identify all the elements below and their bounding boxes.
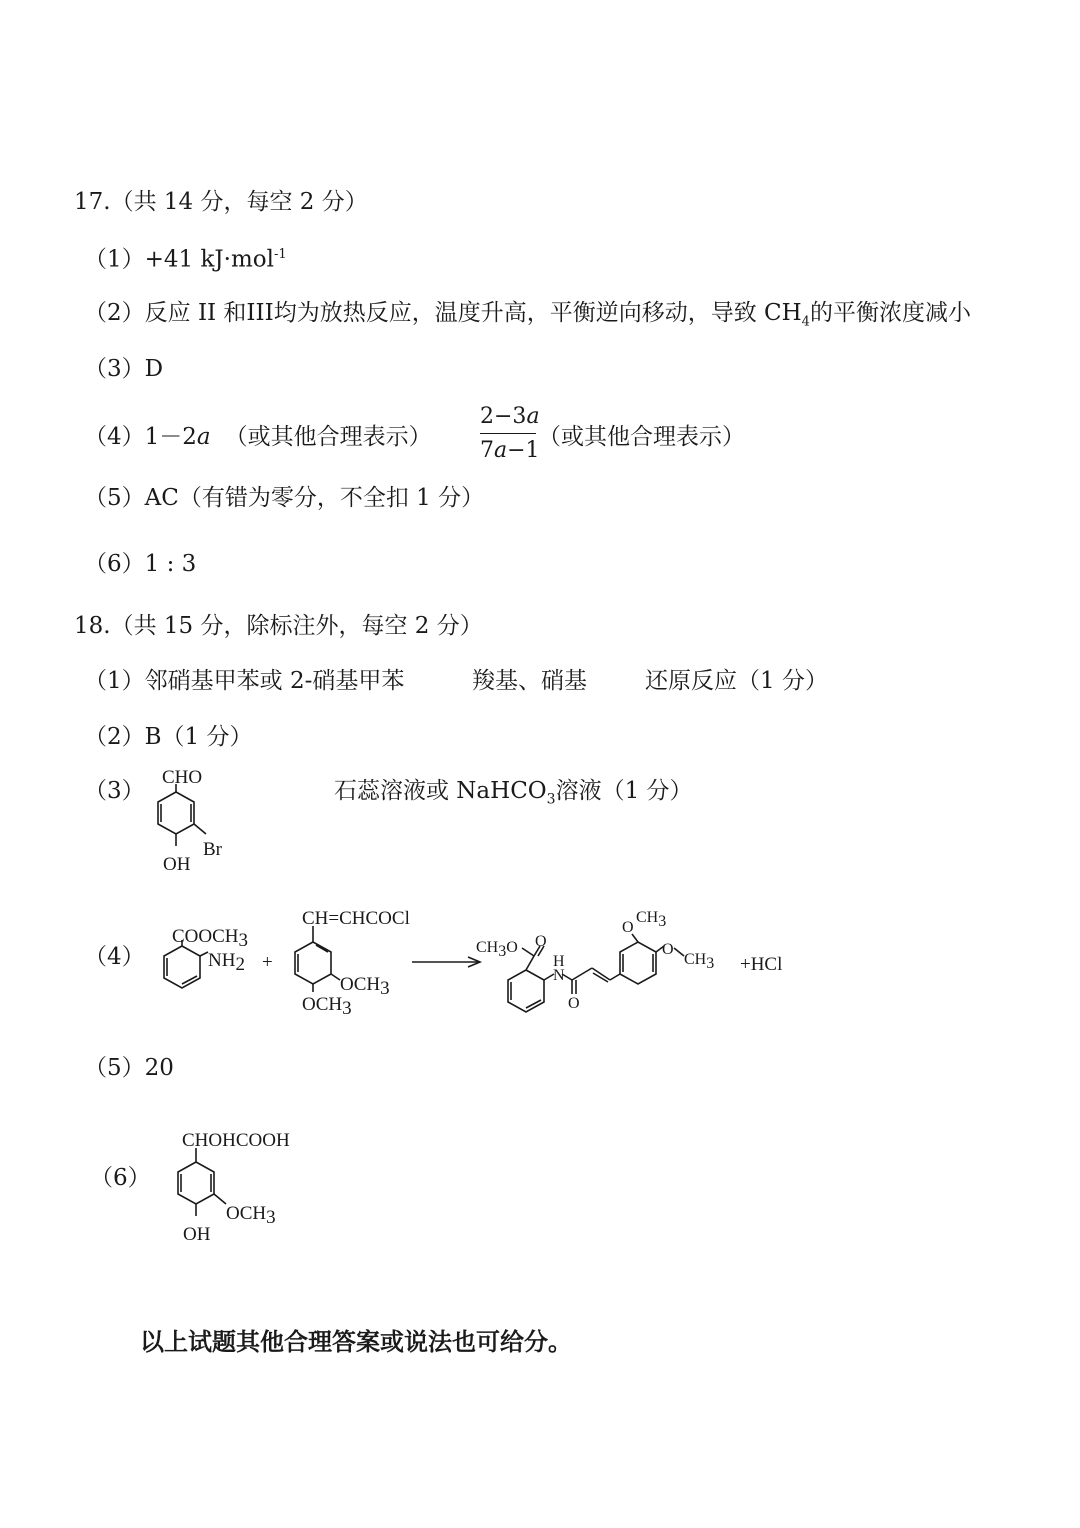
reactant-2-acyl-chloride-label: CH=CHCOCl bbox=[302, 908, 410, 929]
product-amide-carbonyl-o-label: O bbox=[568, 995, 580, 1012]
product-ester-methyl-label: CH3O bbox=[476, 939, 518, 960]
q18-header: 18.（共 15 分，除标注外，每空 2 分） bbox=[74, 613, 483, 639]
q17-answer-2 bbox=[84, 302, 971, 329]
hydroxyl-label: OH bbox=[163, 854, 191, 875]
hcl-byproduct-label: +HCl bbox=[740, 954, 783, 975]
reactant-1-ester-label: COOCH3 bbox=[172, 926, 249, 951]
q17-header: 17.（共 14 分，每空 2 分） bbox=[74, 189, 368, 215]
reactant-1-amine-label: NH2 bbox=[208, 950, 245, 975]
q17-answer-4 bbox=[84, 426, 432, 449]
q17-answer-1-exponent: -1 bbox=[273, 247, 287, 262]
footer-note: 以上试题其他合理答案或说法也可给分。 bbox=[140, 1328, 572, 1356]
q17-answer-1-number: （1） bbox=[84, 246, 145, 273]
reaction-arrow bbox=[412, 957, 480, 967]
q18-answer-4-number: （4） bbox=[84, 944, 145, 970]
product-methoxy-1-methyl-label: CH3 bbox=[636, 909, 667, 930]
fraction-denominator: 7a−1 bbox=[480, 438, 540, 463]
q18-answer-2: （2）B（1 分） bbox=[84, 724, 253, 750]
q18-answer-3-reagent bbox=[334, 780, 693, 807]
q18-answer-1-part-3: 还原反应（1 分） bbox=[645, 668, 828, 694]
reagent-text: 石蕊溶液或 NaHCO bbox=[334, 778, 547, 804]
reactant-2-methoxy-label-1: OCH3 bbox=[340, 974, 390, 999]
q17-answer-4-fraction bbox=[480, 404, 540, 463]
reagent-text-end: 溶液（1 分） bbox=[555, 778, 693, 804]
product-methoxy-2-methyl-label: CH3 bbox=[684, 951, 715, 972]
q17-answer-4-expression: 1－2 bbox=[144, 424, 197, 450]
q17-answer-5: （5）AC（有错为零分，不全扣 1 分） bbox=[84, 485, 485, 511]
q17-answer-2-number: （2） bbox=[84, 300, 145, 326]
reactant-2-methoxy-label-2: OCH3 bbox=[302, 994, 352, 1019]
hydroxyl-label: OH bbox=[183, 1224, 211, 1245]
product-amide-n-label: N bbox=[553, 967, 565, 984]
fraction-numerator: 2−3a bbox=[480, 404, 540, 429]
q17-answer-4-note: （或其他合理表示） bbox=[224, 424, 432, 450]
q17-answer-2-text-end: 的平衡浓度减小 bbox=[809, 300, 971, 326]
product-structure bbox=[476, 909, 714, 1012]
q18-answer-1-part-1: 邻硝基甲苯或 2-硝基甲苯 bbox=[144, 668, 405, 694]
side-chain-label: CHOHCOOH bbox=[182, 1130, 290, 1151]
methoxy-label: OCH3 bbox=[226, 1203, 276, 1228]
q18-answer-6-structure bbox=[160, 1124, 310, 1246]
q17-answer-4-note-2: （或其他合理表示） bbox=[538, 424, 745, 450]
q18-answer-3-number: （3） bbox=[84, 778, 145, 804]
benzene-ring bbox=[178, 1162, 214, 1204]
q17-answer-4-variable: a bbox=[196, 424, 211, 450]
reactant-2-structure bbox=[295, 908, 410, 1019]
q17-answer-2-subscript: 4 bbox=[801, 314, 810, 330]
q17-answer-1 bbox=[84, 248, 287, 272]
plus-sign: + bbox=[262, 952, 273, 973]
q18-answer-6-number: （6） bbox=[90, 1165, 151, 1191]
aldehyde-label: CHO bbox=[162, 767, 203, 788]
q18-answer-4-reaction bbox=[150, 900, 800, 1030]
q18-answer-1-part-2: 羧基、硝基 bbox=[472, 668, 587, 694]
q18-answer-1 bbox=[84, 670, 404, 693]
q17-answer-2-text: 反应 II 和III均为放热反应，温度升高，平衡逆向移动，导致 CH bbox=[144, 300, 802, 326]
product-methoxy-2-o-label: O bbox=[662, 941, 674, 958]
q18-answer-5: （5）20 bbox=[84, 1055, 174, 1081]
reagent-subscript: 3 bbox=[546, 791, 556, 808]
q17-answer-6: （6）1 : 3 bbox=[84, 551, 197, 577]
q17-answer-1-value: +41 kJ·mol bbox=[144, 246, 274, 273]
fraction-bar bbox=[480, 433, 536, 434]
q18-answer-3-structure bbox=[140, 766, 240, 878]
product-amide-h-label: H bbox=[553, 953, 565, 970]
bromo-label: Br bbox=[203, 839, 222, 860]
benzene-ring bbox=[158, 792, 194, 834]
reactant-1-structure bbox=[164, 926, 248, 988]
q17-answer-3: （3）D bbox=[84, 356, 164, 382]
q18-answer-1-number: （1） bbox=[84, 668, 145, 694]
product-ester-carbonyl-o-label: O bbox=[535, 933, 547, 950]
q17-answer-4-number: （4） bbox=[84, 424, 145, 450]
product-methoxy-1-o-label: O bbox=[622, 919, 634, 936]
